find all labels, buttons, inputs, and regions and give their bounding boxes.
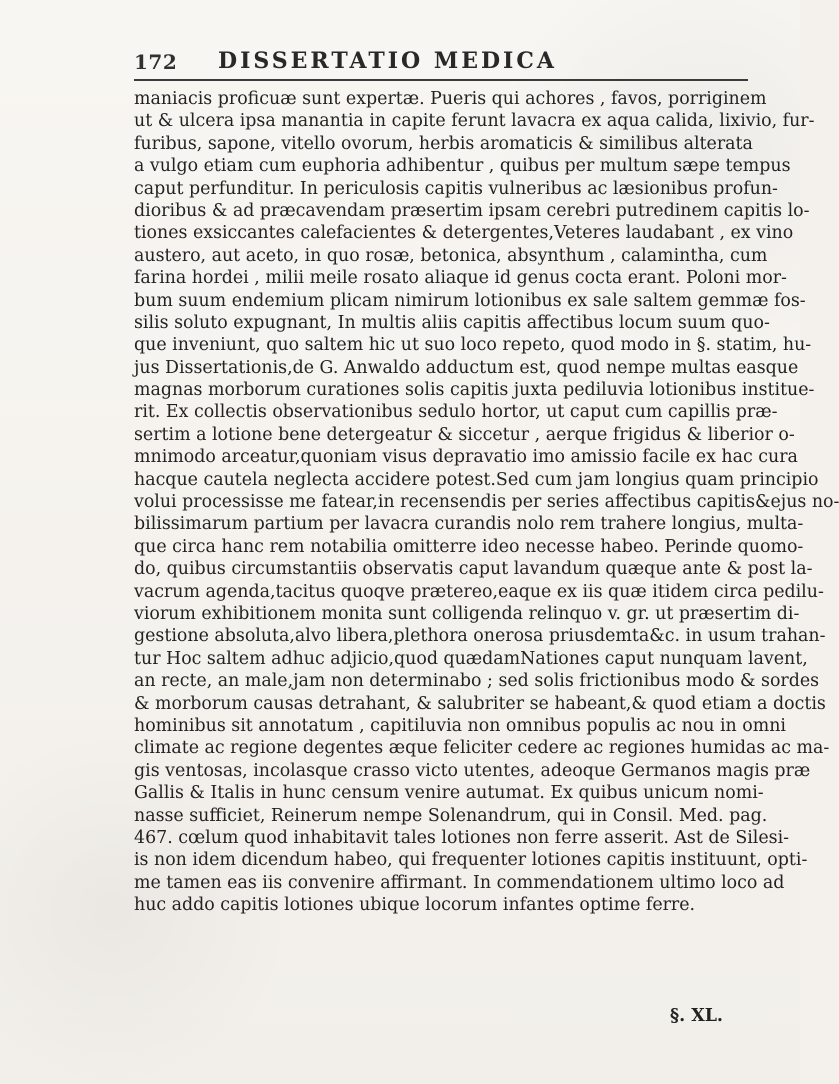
text-line: jus Dissertationis,de G. Anwaldo adductum est, quod nempe multas easque — [134, 357, 799, 378]
text-line: Gallis & Italis in hunc censum venire autumat. Ex quibus unicum nomi- — [134, 783, 764, 804]
text-line: maniacis proficuæ sunt expertæ. Pueris qui achores , favos, porriginem — [134, 89, 767, 109]
header-rule — [134, 79, 748, 81]
text-line: ut & ulcera ipsa manantia in capite ferunt lavacra ex aqua calida, lixivio, fur- — [134, 111, 815, 132]
text-line: magnas morborum curationes solis capitis juxta pediluvia lotionibus institue- — [134, 380, 815, 401]
text-line: furibus, sapone, vitello ovorum, herbis aromaticis & similibus alterata — [134, 133, 753, 154]
text-line: & morborum causas detrahant, & salubriter se habeant,& quod etiam a doctis — [134, 693, 826, 714]
text-line: 467. cœlum quod inhabitavit tales lotiones non ferre asserit. Ast de Silesi- — [134, 827, 790, 848]
text-line: is non idem dicendum habeo, qui frequenter lotiones capitis instituunt, opti- — [134, 850, 808, 871]
text-line: hominibus sit annotatum , capitiluvia non omnibus populis ac nou in omni — [134, 715, 786, 736]
text-line: viorum exhibitionem monita sunt colligenda relinquo v. gr. ut præsertim di- — [134, 603, 800, 624]
text-line: que circa hanc rem notabilia omitterre ideo necesse habeo. Perinde quomo- — [134, 536, 804, 557]
text-line: volui processisse me fatear,in recensendis per series affectibus capitis&ejus no- — [134, 492, 839, 513]
text-line: caput perfunditur. In periculosis capitis vulneribus ac læsionibus profun- — [134, 178, 778, 199]
text-line: tur Hoc saltem adhuc adjicio,quod quædamNationes caput nunquam lavent, — [134, 648, 808, 669]
text-line: nasse sufficiet, Reinerum nempe Solenandrum, qui in Consil. Med. pag. — [134, 805, 768, 826]
text-line: vacrum agenda,tacitus quoqve prætereo,eaque ex iis quæ itidem circa pedilu- — [134, 581, 824, 602]
text-line: dioribus & ad præcavendam præsertim ipsam cerebri putredinem capitis lo- — [134, 200, 810, 221]
text-line: austero, aut aceto, in quo rosæ, betonica, absynthum , calamintha, cum — [134, 245, 768, 266]
text-line: huc addo capitis lotiones ubique locorum infantes optime ferre. — [134, 895, 696, 916]
running-title: DISSERTATIO MEDICA — [218, 48, 557, 74]
text-line: sertim a lotione bene detergeatur & siccetur , aerque frigidus & liberior o- — [134, 424, 795, 445]
main-text — [134, 88, 839, 916]
text-line: a vulgo etiam cum euphoria adhibentur , quibus per multum sæpe tempus — [134, 156, 791, 177]
text-line: gis ventosas, incolasque crasso victo utentes, adeoque Germanos magis præ — [134, 760, 811, 781]
text-line: silis soluto expugnant, In multis aliis capitis affectibus locum suum quo- — [134, 312, 770, 333]
text-line: que inveniunt, quo saltem hic ut suo loco repeto, quod modo in §. statim, hu- — [134, 335, 812, 356]
text-line: bum suum endemium plicam nimirum lotionibus ex sale saltem gemmæ fos- — [134, 290, 806, 311]
text-line: an recte, an male,jam non determinabo ; sed solis frictionibus modo & sordes — [134, 671, 820, 692]
text-line: me tamen eas iis convenire affirmant. In commendationem ultimo loco ad — [134, 872, 785, 893]
text-line: bilissimarum partium per lavacra curandis nolo rem trahere longius, multa- — [134, 514, 804, 535]
text-line: climate ac regione degentes æque feliciter cedere ac regiones humidas ac ma- — [134, 738, 830, 759]
text-line: gestione absoluta,alvo libera,plethora onerosa priusdemta&c. in usum trahan- — [134, 626, 826, 647]
text-line: hacque cautela neglecta accidere potest.Sed cum jam longius quam principio — [134, 469, 819, 490]
text-line: farina hordei , milii meile rosato aliaque id genus cocta erant. Poloni mor- — [134, 268, 787, 289]
page-number: 172 — [134, 50, 178, 74]
text-line: mnimodo arceatur,quoniam visus depravatio imo amissio facile ex hac cura — [134, 447, 798, 468]
text-line: do, quibus circumstantiis observatis caput lavandum quæque ante & post la- — [134, 559, 813, 580]
text-line: tiones exsiccantes calefacientes & detergentes,Veteres laudabant , ex vino — [134, 223, 794, 244]
section-reference: §. XL. — [670, 1006, 723, 1026]
text-line: rit. Ex collectis observationibus sedulo hortor, ut caput cum capillis præ- — [134, 402, 778, 423]
page-header — [134, 48, 750, 78]
